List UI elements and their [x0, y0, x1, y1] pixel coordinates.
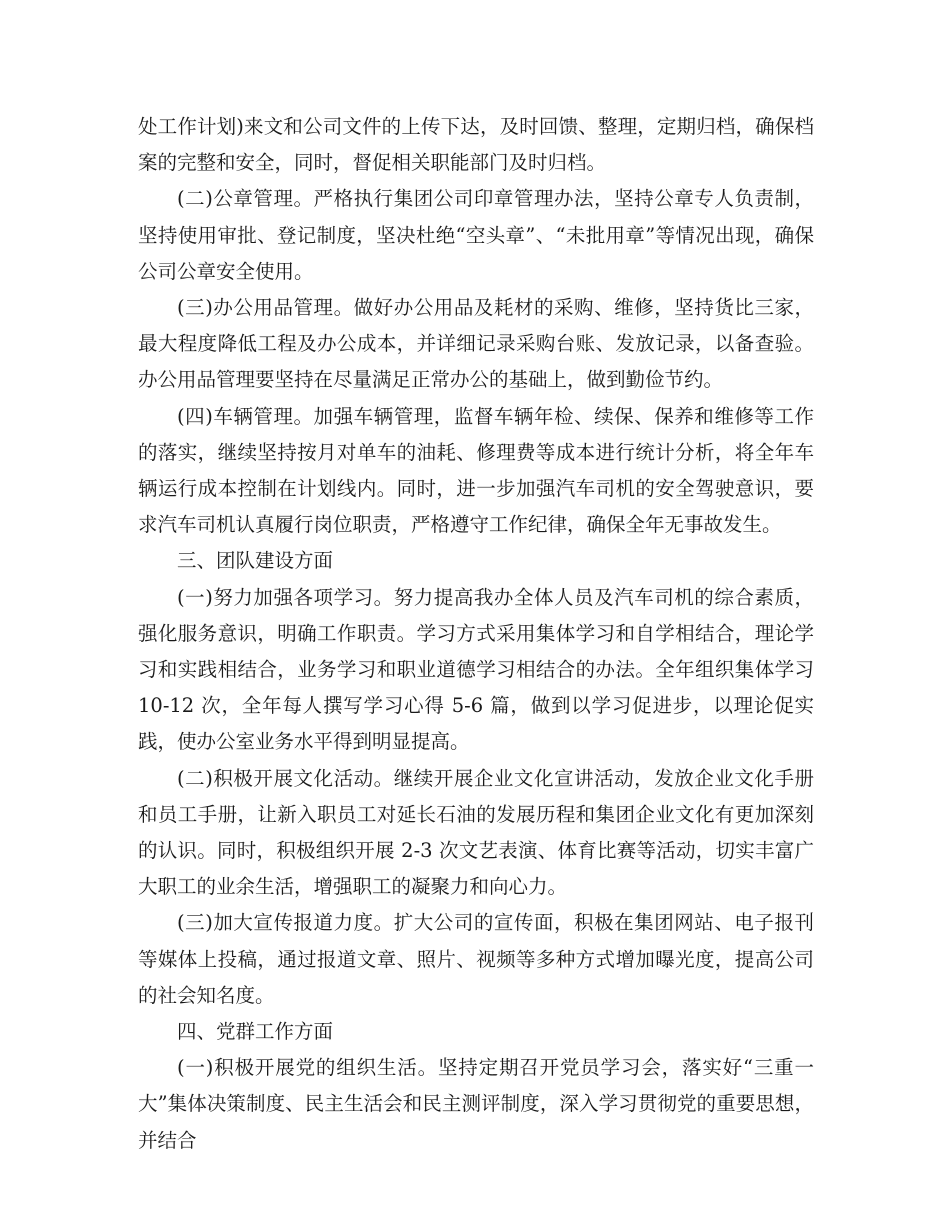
- section-heading-team-building: 三、团队建设方面: [177, 549, 334, 573]
- paragraph-study: (一)努力加强各项学习。努力提高我办全体人员及汽车司机的综合素质，强化服务意识，明确工作职责。学习方式采用集体学习和自学相结合，理论学习和实践相结合，业务学习和职业道德学习相结合的办法。全年组织集体学习 10-12 次，全年每人撰写学习心得 5-6 篇，做到以学习促进步，以理论促实践，使办公室业务水平得到明显提高。: [138, 585, 814, 754]
- paragraph-culture-activities: (二)积极开展文化活动。继续开展企业文化宣讲活动，发放企业文化手册和员工手册，让新入职员工对延长石油的发展历程和集团企业文化有更加深刻的认识。同时，积极组织开展 2-3 次文艺表演、体育比赛等活动，切实丰富广大职工的业余生活，增强职工的凝聚力和向心力。: [138, 766, 814, 899]
- paragraph-archive-continuation: 处工作计划)来文和公司文件的上传下达，及时回馈、整理，定期归档，确保档案的完整和安全，同时，督促相关职能部门及时归档。: [138, 115, 814, 175]
- paragraph-office-supplies: (三)办公用品管理。做好办公用品及耗材的采购、维修，坚持货比三家，最大程度降低工程及办公成本，并详细记录采购台账、发放记录，以备查验。办公用品管理要坚持在尽量满足正常办公的基础上，做到勤俭节约。: [138, 296, 814, 392]
- paragraph-publicity: (三)加大宣传报道力度。扩大公司的宣传面，积极在集团网站、电子报刊等媒体上投稿，通过报道文章、照片、视频等多种方式增加曝光度，提高公司的社会知名度。: [138, 911, 814, 1007]
- paragraph-seal-management: (二)公章管理。严格执行集团公司印章管理办法，坚持公章专人负责制，坚持使用审批、登记制度，坚决杜绝“空头章”、“未批用章”等情况出现，确保公司公章安全使用。: [138, 187, 814, 283]
- section-heading-party-work: 四、党群工作方面: [177, 1020, 334, 1044]
- document-body: [138, 109, 814, 1159]
- paragraph-party-organization-life: (一)积极开展党的组织生活。坚持定期召开党员学习会，落实好“三重一大”集体决策制度、民主生活会和民主测评制度，深入学习贯彻党的重要思想，并结合: [138, 1056, 814, 1152]
- paragraph-vehicle-management: (四)车辆管理。加强车辆管理，监督车辆年检、续保、保养和维修等工作的落实，继续坚持按月对单车的油耗、修理费等成本进行统计分析，将全年车辆运行成本控制在计划线内。同时，进一步加强汽车司机的安全驾驶意识，要求汽车司机认真履行岗位职责，严格遵守工作纪律，确保全年无事故发生。: [138, 404, 814, 537]
